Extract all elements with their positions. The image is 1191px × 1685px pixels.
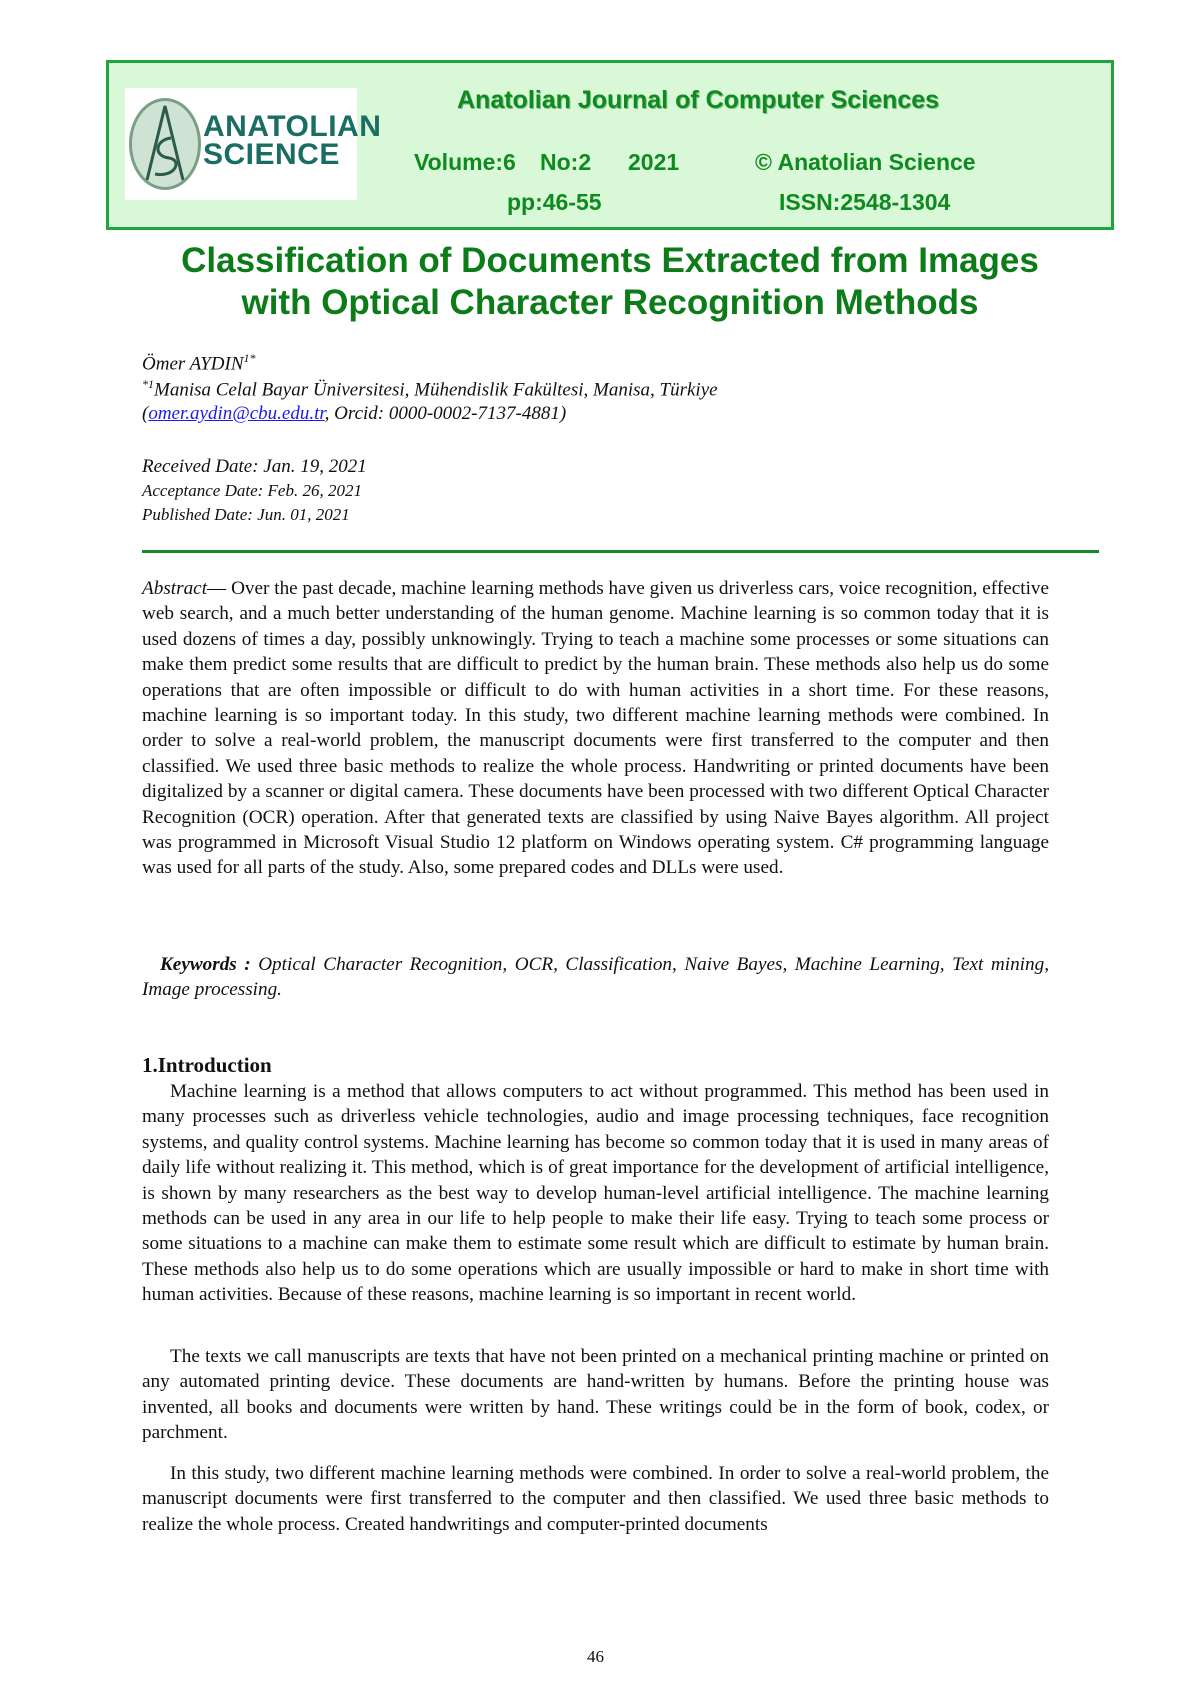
- abstract-paragraph: [142, 576, 1049, 881]
- introduction-heading: 1.Introduction: [142, 1053, 272, 1077]
- introduction-paragraph-1: Machine learning is a method that allows computers to act without programmed. This method has been used in many processes such as driverless vehicle technologies, audio and image processing techniques, face recognition systems, and quality control systems. Machine learning has become so common today that it is used in many areas of daily life without realizing it. This method, which is of great importance for the development of artificial intelligence, is shown by many researchers as the best way to develop human-level artificial intelligence. The machine learning methods can be used in any area in our life to help people to make their life easy. Trying to teach some process or some situations to a machine can make them to estimate some result which are difficult to estimate by human brain. These methods also help us to do some operations which are usually impossible or hard to make in short time with human activities. Because of these reasons, machine learning is so important in recent world.: [142, 1081, 1049, 1306]
- journal-issn: ISSN:2548-1304: [779, 189, 951, 215]
- keywords-paragraph: [142, 952, 1049, 1003]
- journal-volume: Volume:6: [414, 149, 516, 175]
- author-superscript: 1*: [243, 351, 256, 365]
- introduction-paragraph-2: The texts we call manuscripts are texts that have not been printed on a mechanical printing machine or printed on any automated printing device. These documents are hand-written by humans. Before the printing house was invented, all books and documents were written by hand. These writings could be in the form of book, codex, or parchment.: [142, 1346, 1049, 1444]
- logo-emblem-icon: [125, 88, 205, 200]
- journal-title: Anatolian Journal of Computer Sciences: [457, 86, 940, 114]
- logo-text-anatolian: ANATOLIAN: [203, 110, 382, 143]
- abstract-dash: —: [207, 578, 232, 599]
- paper-title-line-2: with Optical Character Recognition Methods: [241, 283, 979, 322]
- author-orcid: , Orcid: 0000-0002-7137-4881): [324, 403, 567, 424]
- keywords-text: Optical Character Recognition, OCR, Classification, Naive Bayes, Machine Learning, Text mining, Image processing.: [142, 954, 1050, 1001]
- contact-line: [142, 403, 566, 425]
- journal-number: No:2: [540, 149, 592, 175]
- affiliation-line: [142, 377, 718, 401]
- anatolian-science-logo: [125, 88, 382, 200]
- page-number: 46: [587, 1647, 604, 1666]
- contact-open-paren: (: [142, 403, 149, 424]
- abstract-label: Abstract: [142, 578, 208, 599]
- affiliation-superscript: *1: [142, 377, 154, 391]
- acceptance-date: Acceptance Date: Feb. 26, 2021: [142, 481, 362, 500]
- author-email-link[interactable]: omer.aydin@cbu.edu.tr: [148, 403, 325, 424]
- published-date: Published Date: Jun. 01, 2021: [142, 505, 350, 524]
- author-line: [142, 351, 256, 375]
- paper-title-line-1: Classification of Documents Extracted from Images: [181, 241, 1039, 280]
- introduction-paragraph-3: In this study, two different machine learning methods were combined. In order to solve a real-world problem, the manuscript documents were first transferred to the computer and then classified. We used three basic methods to realize the whole process. Created handwritings and computer-printed documents: [142, 1463, 1049, 1535]
- section-divider: [142, 550, 1099, 553]
- paper-title: [106, 240, 1114, 324]
- abstract-text: Over the past decade, machine learning methods have given us driverless cars, voice recognition, effective web search, and a much better understanding of the human genome. Machine learning is so common today that it is used dozens of times a day, possibly unknowingly. Trying to teach a machine some processes or some situations can make them predict some results that are difficult to predict by the human brain. These methods also help us do some operations that are often impossible or difficult to do with human activities in a short time. For these reasons, machine learning is so important today. In this study, two different machine learning methods were combined. In order to solve a real-world problem, the manuscript documents were first transferred to the computer and then classified. We used three basic methods to realize the whole process. Handwriting or printed documents have been digitalized by a scanner or digital camera. These documents have been processed with two different Optical Character Recognition (OCR) operation. After that generated texts are classified by using Naive Bayes algorithm. All project was programmed in Microsoft Visual Studio 12 platform on Windows operating system. C# programming language was used for all parts of the study. Also, some prepared codes and DLLs were used.: [142, 578, 1050, 879]
- journal-pages: pp:46-55: [507, 189, 602, 215]
- keywords-label: Keywords :: [160, 954, 251, 975]
- affiliation-text: Manisa Celal Bayar Üniversitesi, Mühendislik Fakültesi, Manisa, Türkiye: [154, 379, 718, 401]
- journal-publisher: © Anatolian Science: [755, 149, 976, 175]
- journal-year: 2021: [628, 149, 680, 175]
- author-name: Ömer AYDIN: [142, 353, 244, 375]
- logo-text-science: SCIENCE: [203, 138, 340, 171]
- received-date: Received Date: Jan. 19, 2021: [142, 456, 367, 477]
